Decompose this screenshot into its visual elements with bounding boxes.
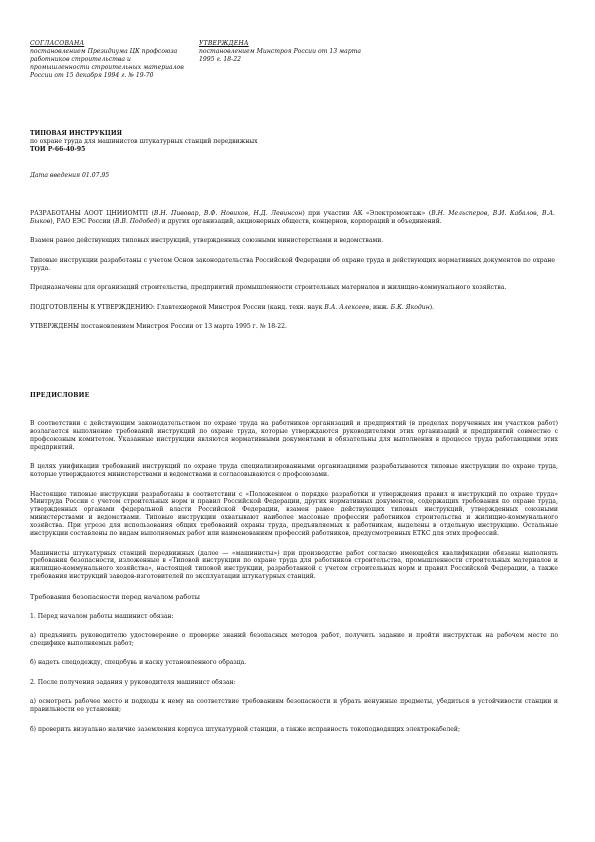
developers-paragraph <box>30 210 555 226</box>
item-1a: а) предъявить руководителю удостоверение о проверке знаний безопасных методов работ, получить задание и пройти инструктаж на рабочем месте по специфике выполняемых работ; <box>30 632 558 648</box>
prepared-author-1: В.А. Алексеев <box>324 303 370 311</box>
developers-authors-2: В.Н. Мельсперов, В.И. Кабалов, В.А. Быков <box>30 210 555 225</box>
developers-text-start: РАЗРАБОТАНЫ АООТ ЦНИИОМТП ( <box>30 210 154 217</box>
item-2b: б) проверить визуально наличие заземления корпуса штукатурной станции, а также исправность токоподводящих электрокабелей; <box>30 725 460 733</box>
approval-approved-block <box>199 40 374 64</box>
developers-text-middle: ) при участии АК «Электромонтаж» ( <box>302 210 432 217</box>
developers-text-end: ) и других организаций, акционерных обществ, концернов, корпораций и объединений. <box>157 217 442 225</box>
prepared-text-end: ). <box>429 303 435 311</box>
prepared-author-2: Б.К. Якодин <box>390 303 430 311</box>
approval-agreed-heading: СОГЛАСОВАНА <box>30 40 85 47</box>
developers-authors-3: В.В. Подобед <box>114 217 158 225</box>
approval-agreed-block <box>30 40 190 80</box>
purpose-paragraph: Предназначены для организаций строительства, предприятий промышленности строительных материалов и жилищно-коммунального хозяйства. <box>30 284 507 292</box>
preface-paragraph-3: Настоящие типовые инструкции разработаны в соответствии с «Положением о порядке разработки и утверждения правил и инструкций по охране труда» Минтруда России с учетом строительных норм и правил Российской Федерации, других нормативных документов, содержащих требования по охране труда, утвержденных органами федеральной власти Российской Федерации, взамен ранее действующих типовых инструкций, утвержденных союзными министерствами и ведомствами. Типовые инструкции охватывают наиболее массовые профессии работников строительства и жилищно-коммунального хозяйства. При угрозе для использования общих требований охраны труда, предъявляемых к работникам, выделены в отдельную инструкцию. Остальные инструкции составлены по видам выполняемых работ или наименованиям профессий работников, предусмотренных ЕТКС для этих профессий. <box>30 490 558 538</box>
item-2: 2. После получения задания у руководителя машинист обязан: <box>30 678 236 686</box>
document-type: ТИПОВАЯ ИНСТРУКЦИЯ <box>30 130 122 137</box>
approval-approved-heading: УТВЕРЖДЕНА <box>199 40 249 47</box>
safety-before-work-heading: Требования безопасности перед началом работы <box>30 592 200 601</box>
preface-section <box>30 420 558 745</box>
approval-approved-text: постановлением Минстроя России от 13 марта 1995 г. 18-22 <box>199 47 362 63</box>
document-code: ТОИ Р-66-40-95 <box>30 145 86 153</box>
developers-section <box>30 210 555 342</box>
item-2a: а) осмотреть рабочее место и подходы к нему на соответствие требованиям безопасности и убрать ненужные предметы, убедиться в устойчивости станции и правильности ее установки; <box>30 698 558 714</box>
prepared-text-start: ПОДГОТОВЛЕНЫ К УТВЕРЖДЕНИЮ: Главтехнормой Минстроя России (канд. техн. наук <box>30 303 325 311</box>
document-title: по охране труда для машинистов штукатурных станций передвижных <box>30 137 258 145</box>
date-of-introduction: Дата введения 01.07.95 <box>30 172 110 179</box>
approved-paragraph: УТВЕРЖДЕНЫ постановлением Минстроя России от 13 марта 1995 г. № 18-22. <box>30 322 287 330</box>
document-header <box>30 130 530 154</box>
preface-heading: ПРЕДИСЛОВИЕ <box>30 392 90 399</box>
developers-text-middle-2: ), РАО ЕЭС России ( <box>50 217 115 225</box>
preface-paragraph-1: В соответствии с действующим законодательством по охране труда на работников организаций и предприятий (в пределах порученных им участков работ) возлагается выполнение требований инструкций по охране труда, которые утверждаются руководителями этих организаций и предприятий совместно с профсоюзным комитетом. Указанные инструкции являются нормативными документами и обязательны для выполнения в процессе труда работающими этих предприятий. <box>30 420 558 451</box>
approval-agreed-text: постановлением Президиума ЦК профсоюза работников строительства и промышленности строительных материалов России от 15 декабря 1994 г. № 19-70 <box>30 47 184 79</box>
replaces-paragraph: Взамен ранее действующих типовых инструкций, утвержденных союзными министерствами и ведомствами. <box>30 237 384 245</box>
preface-paragraph-4: Машинисты штукатурных станций передвижных (далее — «машинисты») при производстве работ согласно имеющейся квалификации обязаны выполнять требования безопасности, изложенные в «Типовой инструкции по охране труда для работников строительства, промышленности строительных материалов и жилищно-коммунального хозяйства», настоящей типовой инструкции, разработанной с учетом строительных норм и правил Российской Федерации, а также требования инструкций заводов-изготовителей по эксплуатации штукатурных станций. <box>30 549 558 581</box>
prepared-text-mid: , инж. <box>369 303 391 311</box>
item-1: 1. Перед началом работы машинист обязан: <box>30 612 174 620</box>
basis-paragraph: Типовые инструкции разработаны с учетом Основ законодательства Российской Федерации об охране труда и действующих нормативных документов по охране труда. <box>30 256 555 272</box>
item-1b: б) надеть спецодежду, спецобувь и каску установленного образца. <box>30 659 247 667</box>
prepared-paragraph <box>30 304 555 312</box>
preface-paragraph-2: В целях унификации требований инструкций по охране труда специализированными организациями разрабатываются типовые инструкции по охране труда, которые утверждаются министерствами и ведомствами и согласовываются с профсоюзами. <box>30 463 558 479</box>
developers-authors-1: В.Н. Пивовар, В.Ф. Новиков, Н.Д. Левинсон <box>153 210 303 217</box>
